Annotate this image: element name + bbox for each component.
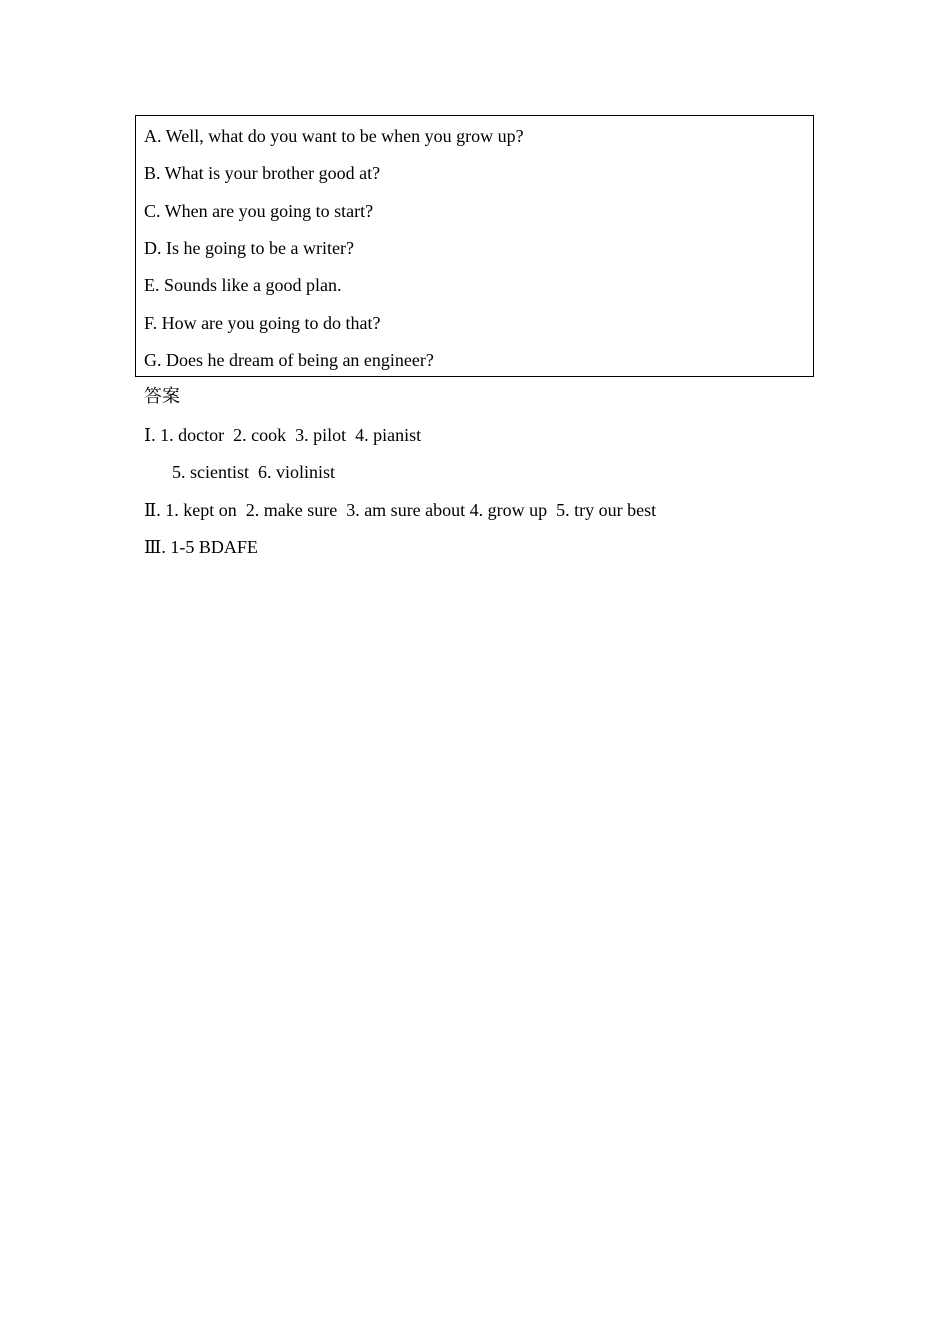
option-c: C. When are you going to start? [144,201,374,221]
option-a: A. Well, what do you want to be when you grow up? [144,126,524,146]
answer-part2: Ⅱ. 1. kept on 2. make sure 3. am sure about 4. grow up 5. try our best [144,500,657,520]
option-d: D. Is he going to be a writer? [144,238,354,258]
answer-heading: 答案 [144,386,180,407]
option-e: E. Sounds like a good plan. [144,275,342,295]
answer-part1-line2: 5. scientist 6. violinist [172,462,336,482]
answer-part3: Ⅲ. 1-5 BDAFE [144,537,258,557]
option-f: F. How are you going to do that? [144,313,381,333]
answer-part1-line1: Ⅰ. 1. doctor 2. cook 3. pilot 4. pianist [144,425,422,445]
option-g: G. Does he dream of being an engineer? [144,350,434,370]
option-b: B. What is your brother good at? [144,163,381,183]
options-box [135,115,814,377]
